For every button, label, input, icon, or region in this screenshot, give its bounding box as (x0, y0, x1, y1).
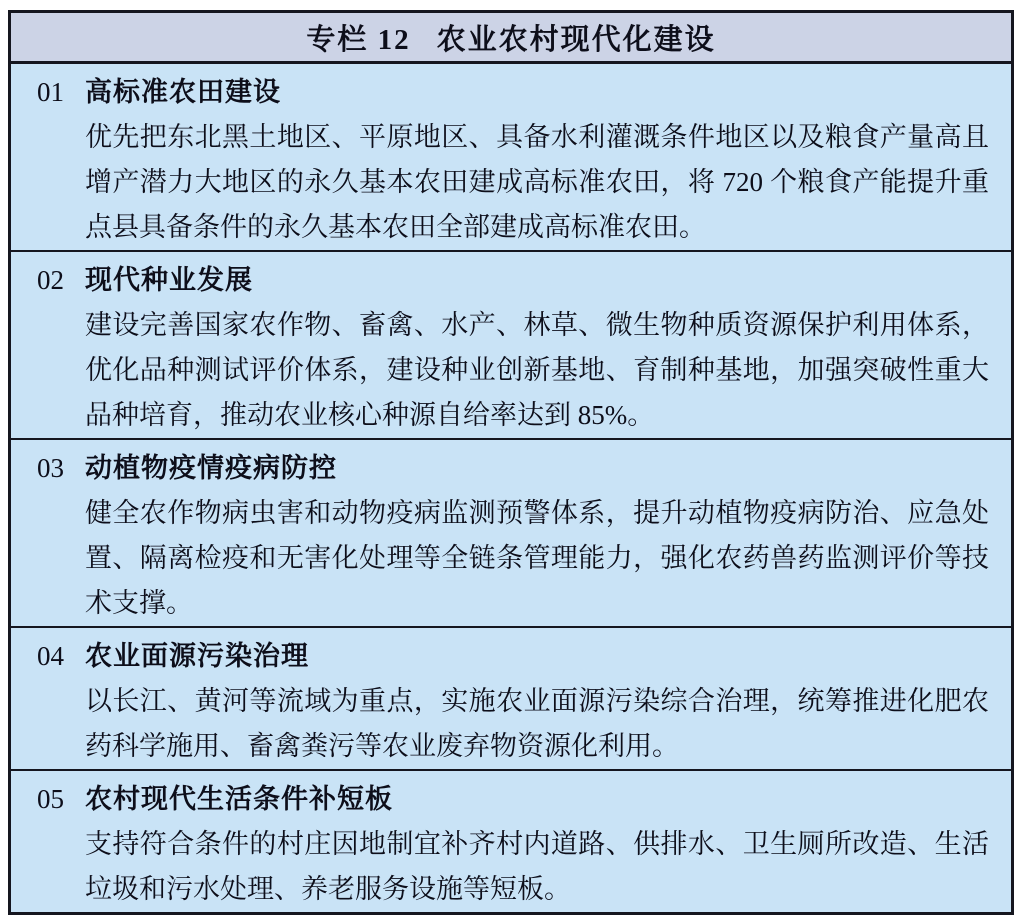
row-title: 动植物疫情疫病防控 (85, 453, 337, 483)
row-number: 05 (37, 784, 64, 814)
box-title: 农业农村现代化建设 (436, 23, 716, 56)
table-row (11, 64, 1011, 250)
table-row (11, 250, 1011, 438)
table-row (11, 438, 1011, 626)
row-title: 现代种业发展 (85, 265, 253, 295)
box-number-label: 专栏 12 (306, 23, 411, 56)
row-number: 03 (37, 453, 64, 483)
row-title: 农村现代生活条件补短板 (85, 784, 393, 814)
row-number: 04 (37, 641, 64, 671)
row-number: 02 (37, 265, 64, 295)
row-body-text: 健全农作物病虫害和动物疫病监测预警体系，提升动植物疫病防治、应急处置、隔离检疫和无害化处理等全链条管理能力，强化农药兽药监测评价等技术支撑。 (85, 498, 989, 618)
row-body-text: 以长江、黄河等流域为重点，实施农业面源污染综合治理，统筹推进化肥农药科学施用、畜禽粪污等农业废弃物资源化利用。 (85, 686, 989, 761)
row-content (85, 70, 1011, 250)
row-number: 01 (37, 77, 64, 107)
row-content (85, 446, 1011, 626)
row-title: 农业面源污染治理 (85, 641, 309, 671)
row-body-text: 优先把东北黑土地区、平原地区、具备水利灌溉条件地区以及粮食产量高且增产潜力大地区的永久基本农田建成高标准农田，将 720 个粮食产能提升重点县具备条件的永久基本农田全部建成高标准农田。 (85, 122, 989, 242)
row-body-text: 支持符合条件的村庄因地制宜补齐村内道路、供排水、卫生厕所改造、生活垃圾和污水处理、养老服务设施等短板。 (85, 829, 989, 904)
table-row (11, 626, 1011, 769)
table-row (11, 769, 1011, 912)
row-body-text: 建设完善国家农作物、畜禽、水产、林草、微生物种质资源保护利用体系，优化品种测试评价体系，建设种业创新基地、育制种基地，加强突破性重大品种培育，推动农业核心种源自给率达到 85%。 (85, 310, 989, 430)
row-content (85, 258, 1011, 438)
table-header (11, 13, 1011, 64)
row-title: 高标准农田建设 (85, 77, 281, 107)
row-content (85, 777, 1011, 912)
feature-box-table (8, 10, 1014, 915)
row-content (85, 634, 1011, 769)
